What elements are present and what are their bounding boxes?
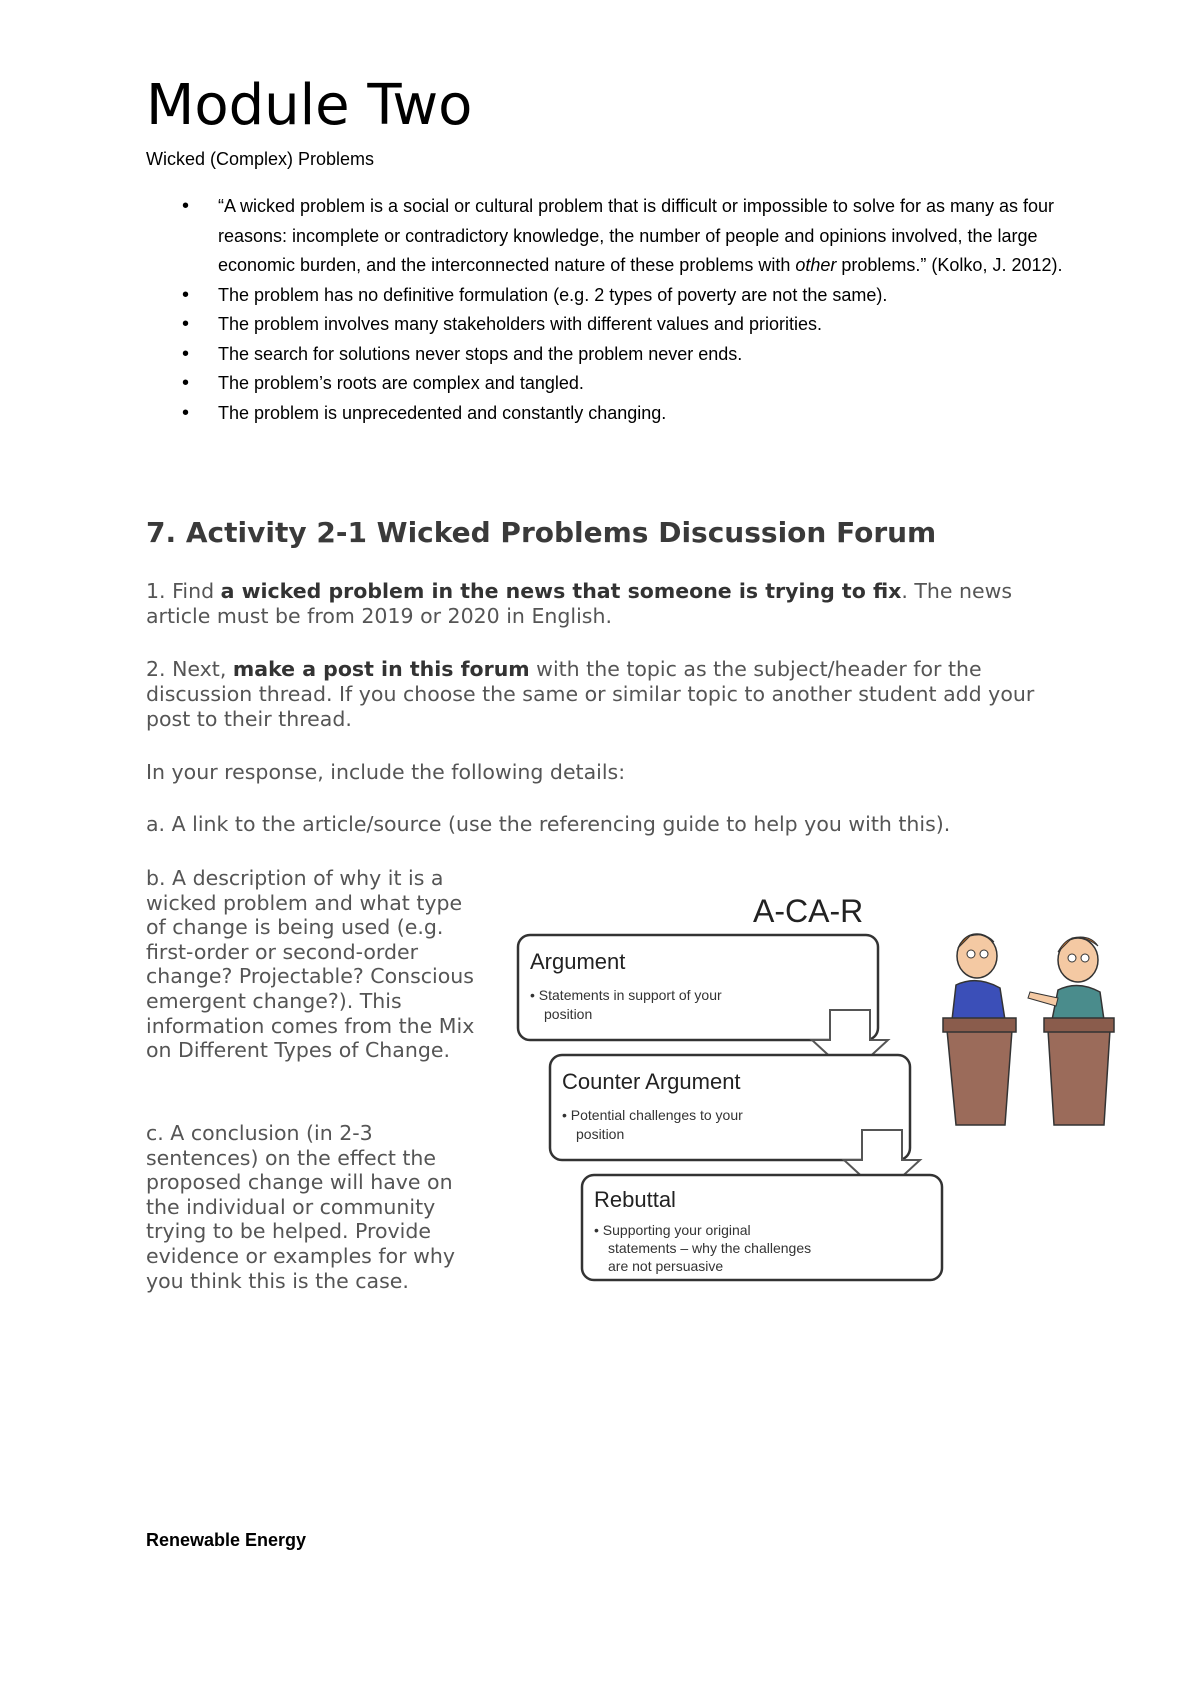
list-item: • The problem has no definitive formulation (e.g. 2 types of poverty are not the same). [146, 281, 1076, 311]
rebuttal-text-1: • Supporting your original [594, 1222, 751, 1238]
step-2-prefix: 2. Next, [146, 657, 233, 681]
detail-a: a. A link to the article/source (use the referencing guide to help you with this). [146, 812, 951, 836]
activity-heading: 7. Activity 2-1 Wicked Problems Discussion Forum [146, 516, 937, 549]
debater-left-illustration [943, 934, 1016, 1125]
list-item-text: “A wicked problem is a social or cultural problem that is difficult or impossible to solve for as many as four reasons: incomplete or contradictory knowledge, the number of people and opinions involved, the large economic burden, and the interconnected nature of these problems with [218, 196, 1055, 275]
argument-text-2: position [544, 1006, 593, 1022]
counter-argument-text-2: position [576, 1126, 625, 1142]
debater-right-illustration [1028, 937, 1114, 1125]
step-1-paragraph [146, 579, 1066, 629]
argument-title: Argument [530, 949, 626, 974]
step-1-suffix: . The news article must be from 2019 or 2020 in English. [146, 579, 1013, 628]
response-intro: In your response, include the following details: [146, 760, 626, 784]
rebuttal-text-3: are not persuasive [608, 1258, 724, 1274]
step-2-suffix: with the topic as the subject/header for the discussion thread. If you choose the same or similar topic to another student add your post to their thread. [146, 657, 1035, 731]
step-1-prefix: 1. Find [146, 579, 221, 603]
list-item: • The problem is unprecedented and constantly changing. [146, 399, 1076, 429]
counter-argument-text-1: • Potential challenges to your [562, 1107, 743, 1123]
footer-text: Renewable Energy [146, 1530, 307, 1550]
list-item-emphasis: other [795, 255, 837, 275]
list-item-citation: problems.” (Kolko, J. 2012). [836, 255, 1063, 275]
list-item: • The search for solutions never stops and the problem never ends. [146, 340, 1076, 370]
argument-text-1: • Statements in support of your [530, 987, 722, 1003]
step-1-emphasis: a wicked problem in the news that someone is trying to fix [220, 579, 902, 603]
page-title: Module Two [146, 73, 473, 138]
acar-diagram [500, 880, 1120, 1300]
counter-argument-title: Counter Argument [562, 1069, 741, 1094]
list-item: • The problem’s roots are complex and tangled. [146, 369, 1076, 399]
list-item [146, 192, 1076, 281]
detail-c: c. A conclusion (in 2-3 sentences) on the effect the proposed change will have on the individual or community trying to be helped. Provide evidence or examples for why you think this is the case. [146, 1121, 455, 1293]
step-2-paragraph [146, 657, 1066, 732]
detail-b: b. A description of why it is a wicked problem and what type of change is being used (e.g. first-order or second-order change? Projectable? Conscious emergent change?). This information comes from the Mix on Different Types of Change. [146, 866, 475, 1063]
diagram-title: A-CA-R [753, 893, 864, 929]
list-item: • The problem involves many stakeholders with different values and priorities. [146, 310, 1076, 340]
step-2-emphasis: make a post in this forum [232, 657, 530, 681]
wicked-problem-list [146, 192, 1076, 428]
rebuttal-text-2: statements – why the challenges [608, 1240, 812, 1256]
rebuttal-title: Rebuttal [594, 1187, 676, 1212]
page-subtitle: Wicked (Complex) Problems [146, 149, 375, 169]
